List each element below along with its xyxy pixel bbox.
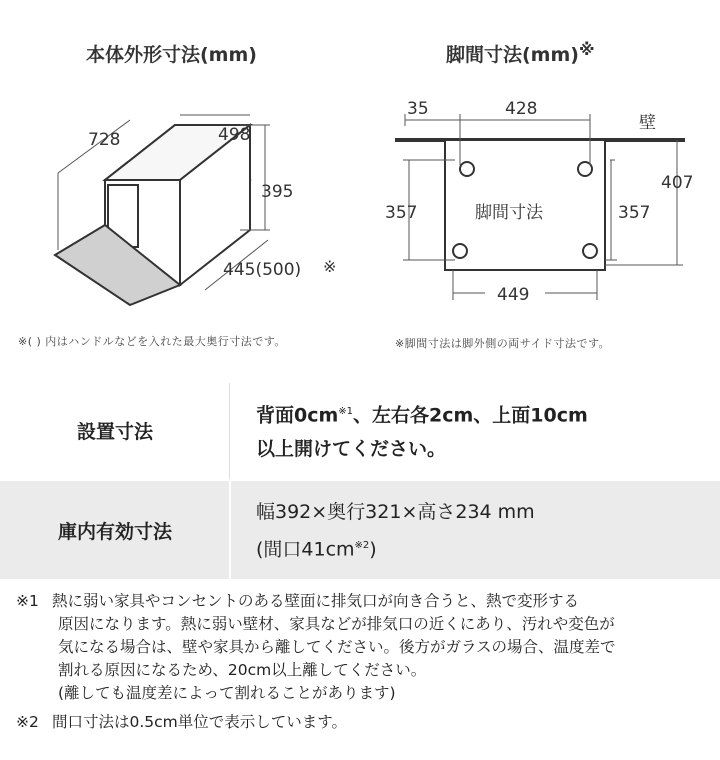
wall-label: 壁 [639,113,656,133]
outer-dimensions-title: 本体外形寸法(mm) [86,44,257,66]
dim-depth-bottom-label: 445(500) [223,260,302,280]
spec-row-interior [0,481,720,579]
footnote-2-line1: 間口寸法は0.5cm単位で表示しています。 [52,713,348,731]
install-value-line2: 以上開けてください。 [256,438,447,461]
dim-left-height-label: 357 [385,203,418,223]
dim-height-label: 395 [261,182,294,202]
footnote-1-line1: 熱に弱い家具やコンセントのある壁面に排気口が向き合うと、熱で変形する [52,592,580,610]
dim-left-gap-label: 35 [407,99,429,119]
install-value [256,395,588,466]
footnote-1-line3: 気になる場合は、壁や家具から離してください。後方がガラスの場合、温度差で [58,638,616,656]
dim-inner-label: 脚間寸法 [475,203,543,223]
dim-top-span-label: 428 [505,99,538,119]
leg-dimensions-note: ※脚間寸法は脚外側の両サイド寸法です。 [395,337,611,350]
dim-wall-height-label: 407 [661,173,694,193]
dim-width-label: 728 [88,130,121,150]
install-value-sup: ※1 [338,406,354,417]
leg-dimensions-title-mark: ※ [578,40,595,59]
dim-depth-bottom-mark: ※ [323,257,337,276]
footnote-1-line2: 原因になります。熱に弱い壁材、家具などが排気口の近くにあり、汚れや変色が [58,615,615,633]
interior-value-line1: 幅392×奥行321×高さ234 mm [256,501,535,523]
outer-dimensions-note: ※( ) 内はハンドルなどを入れた最大奥行寸法です。 [18,335,286,348]
footnote-2-mark: ※2 [16,713,39,731]
footnote-1-line5: (離しても温度差によって割れることがあります) [58,684,396,702]
spec-divider [229,383,230,479]
install-value-b: 、左右各2cm、上面10cm [353,404,588,427]
dim-bottom-span-label: 449 [497,285,530,305]
outer-dimensions-diagram [40,105,370,325]
dim-right-height-label: 357 [618,203,651,223]
interior-label: 庫内有効寸法 [57,521,172,543]
interior-value-sup: ※2 [354,540,370,551]
interior-value [256,495,535,566]
dim-depth-top-label: 498 [218,125,251,145]
install-value-a: 背面0cm [256,404,339,427]
spec-row-install [0,383,720,479]
interior-value-a: (間口41cm [256,538,355,561]
leg-dimensions-title-text: 脚間寸法(mm) [446,44,579,66]
leg-dimensions-diagram [385,90,710,305]
install-label: 設置寸法 [76,421,153,443]
interior-value-b: ) [369,538,377,561]
footnote-1-mark: ※1 [16,592,39,610]
spec-divider-2 [229,481,231,579]
leg-dimensions-title [446,40,595,67]
footnote-1-line4: 割れる原因になるため、20cm以上離してください。 [58,661,427,679]
